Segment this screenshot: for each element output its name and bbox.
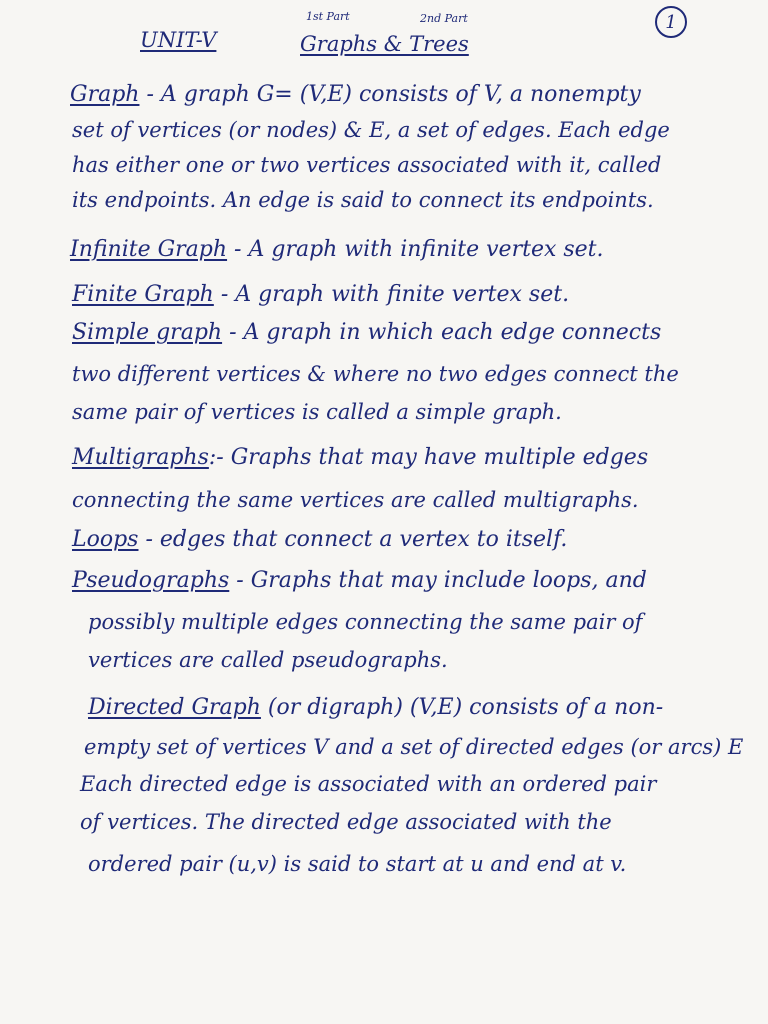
term-heading: Multigraphs: [72, 445, 209, 470]
line-text: - A graph with infinite vertex set.: [227, 237, 604, 262]
note-line: [72, 445, 648, 470]
term-heading: Pseudographs: [72, 568, 230, 593]
line-text: its endpoints. An edge is said to connect its endpoints.: [72, 188, 654, 212]
term-heading: Finite Graph: [72, 282, 214, 307]
unit-heading: UNIT-V: [140, 28, 217, 52]
note-line: [72, 527, 567, 552]
term-heading: Loops: [72, 527, 139, 552]
line-text: two different vertices & where no two edges connect the: [72, 362, 679, 386]
note-line: [80, 772, 656, 796]
note-line: [88, 610, 642, 634]
line-text: of vertices. The directed edge associated with the: [80, 810, 612, 834]
note-line: [70, 237, 604, 262]
part1-note: 1st Part: [306, 10, 350, 23]
line-text: empty set of vertices V and a set of directed edges (or arcs) E: [84, 735, 744, 759]
term-heading: Directed Graph: [88, 695, 261, 720]
part2-note: 2nd Part: [420, 12, 468, 25]
note-line: [88, 695, 663, 720]
note-line: [72, 320, 661, 345]
line-text: vertices are called pseudographs.: [88, 648, 448, 672]
note-line: [70, 82, 641, 107]
line-text: set of vertices (or nodes) & E, a set of edges. Each edge: [72, 118, 670, 142]
line-text: :- Graphs that may have multiple edges: [208, 445, 649, 470]
line-text: - A graph with finite vertex set.: [213, 282, 570, 307]
note-line: [72, 188, 654, 212]
line-text: - Graphs that may include loops, and: [229, 568, 647, 593]
note-line: [80, 810, 612, 834]
page-title: Graphs & Trees: [300, 32, 469, 56]
line-text: (or digraph) (V,E) consists of a non-: [260, 695, 664, 720]
term-heading: Simple graph: [72, 320, 223, 345]
note-line: [72, 153, 661, 177]
line-text: possibly multiple edges connecting the same pair of: [88, 610, 643, 634]
term-heading: Graph: [70, 82, 140, 107]
line-text: - edges that connect a vertex to itself.: [138, 527, 568, 552]
note-line: [84, 735, 743, 759]
term-heading: Infinite Graph: [70, 237, 228, 262]
page-number: 1: [655, 6, 687, 38]
line-text: - A graph in which each edge connects: [222, 320, 662, 345]
note-line: [88, 648, 448, 672]
line-text: Each directed edge is associated with an ordered pair: [80, 772, 657, 796]
note-line: [72, 488, 639, 512]
line-text: same pair of vertices is called a simple graph.: [72, 400, 562, 424]
line-text: - A graph G= (V,E) consists of V, a nonempty: [139, 82, 641, 107]
line-text: ordered pair (u,v) is said to start at u and end at v.: [88, 852, 627, 876]
line-text: connecting the same vertices are called multigraphs.: [72, 488, 639, 512]
note-line: [72, 362, 679, 386]
line-text: has either one or two vertices associated with it, called: [72, 153, 662, 177]
note-line: [72, 118, 670, 142]
note-line: [72, 400, 562, 424]
note-line: [72, 568, 647, 593]
note-line: [88, 852, 626, 876]
note-line: [72, 282, 569, 307]
